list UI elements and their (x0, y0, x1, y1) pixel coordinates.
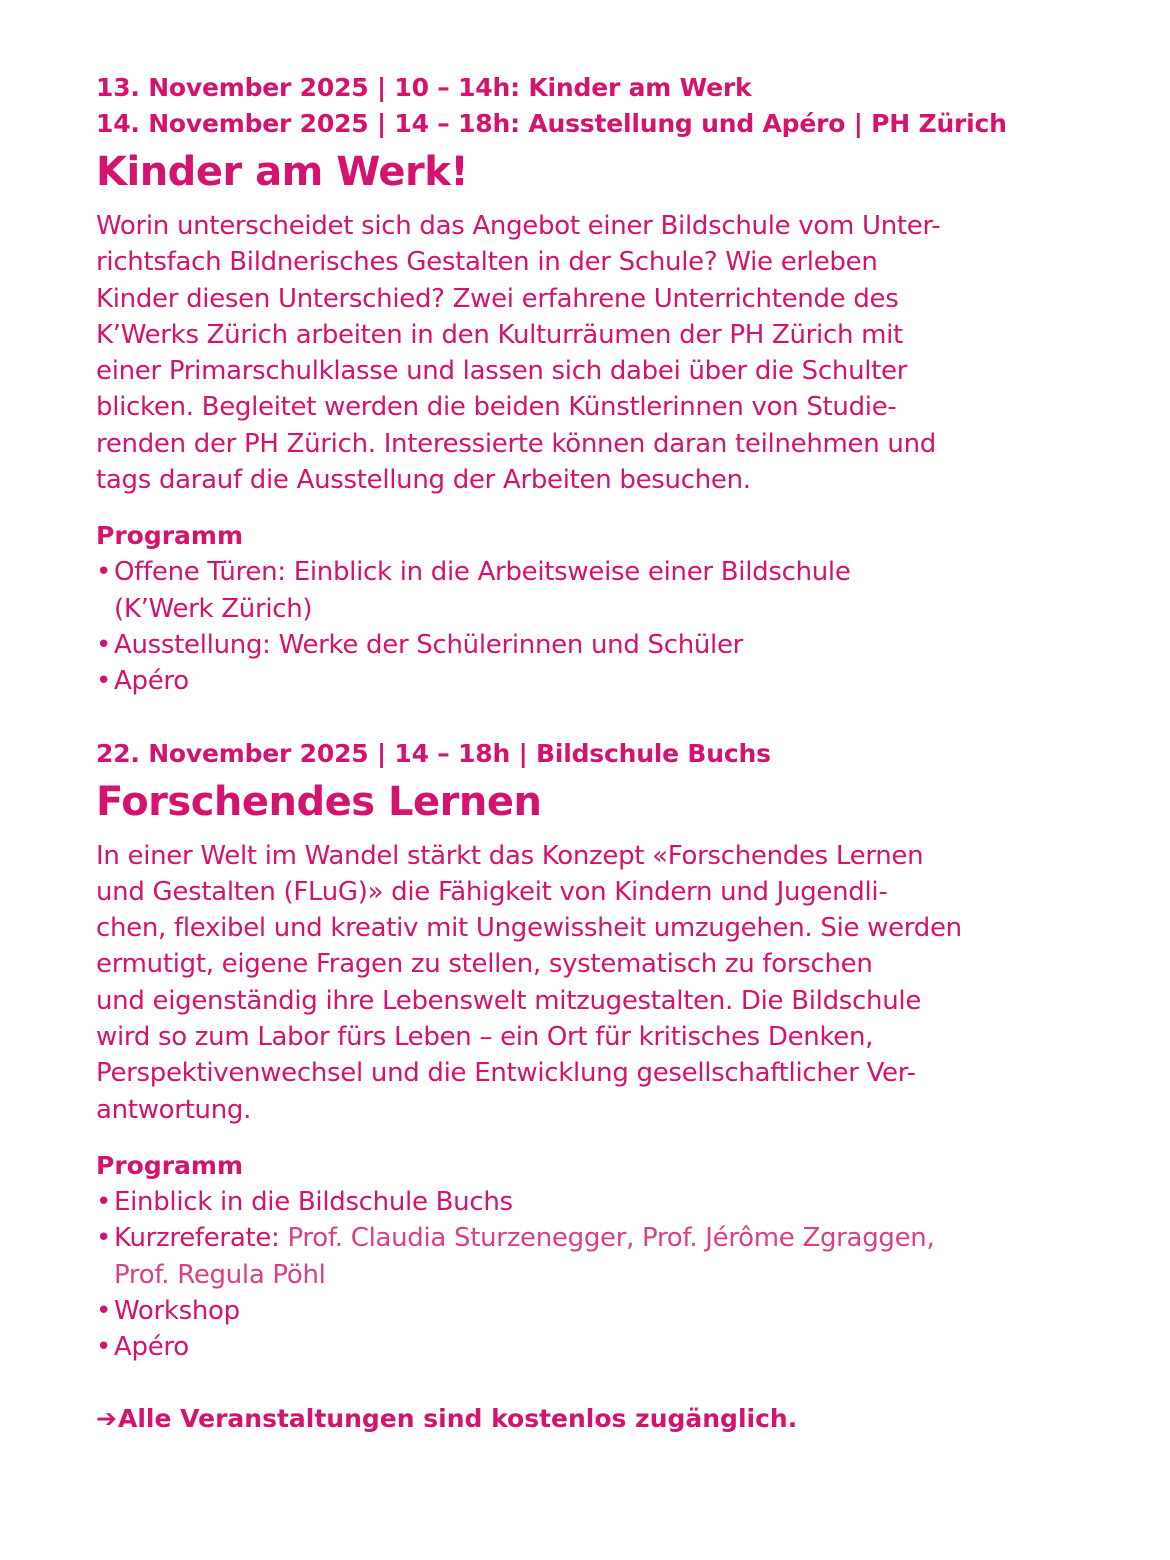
program-item-text: Einblick in die Bildschule Buchs (114, 1186, 513, 1217)
event2-title: Forschendes Lernen (96, 778, 542, 825)
program-item-speakers: Prof. Claudia Sturzenegger, Prof. Jérôme Zgraggen, (279, 1223, 935, 1254)
event1-program-list (96, 554, 1096, 699)
event1-body-line: Worin unterscheidet sich das Angebot einer Bildschule vom Unter- (96, 211, 941, 241)
list-item (96, 554, 1096, 590)
event2-body-line: chen, flexibel und kreativ mit Ungewissheit umzugehen. Sie werden (96, 913, 962, 944)
event2-date-line: 22. November 2025 | 14 – 18h | Bildschule Buchs (96, 738, 771, 768)
footer-note-text: Alle Veranstaltungen sind kostenlos zugänglich. (118, 1404, 798, 1434)
bullet-icon: • (96, 1223, 112, 1254)
event2-body-line: ermutigt, eigene Fragen zu stellen, systematisch zu forschen (96, 949, 873, 980)
list-item (96, 663, 1096, 699)
event2-body-line: In einer Welt im Wandel stärkt das Konzept «Forschendes Lernen (96, 840, 924, 871)
list-item (96, 1184, 1096, 1220)
list-item-continuation: Prof. Regula Pöhl (114, 1259, 326, 1290)
event-forschendes-lernen (96, 736, 1096, 1366)
list-item-continuation: (K’Werk Zürich) (114, 593, 313, 624)
event2-body-line: antwortung. (96, 1094, 252, 1125)
arrow-right-icon: ➔ (96, 1404, 117, 1434)
event1-body-line: blicken. Begleitet werden die beiden Künstlerinnen von Studie- (96, 392, 897, 423)
bullet-icon: • (96, 1295, 112, 1326)
list-item (96, 1220, 1096, 1256)
bullet-icon: • (96, 557, 112, 588)
event1-description (96, 208, 1096, 498)
page-content (96, 70, 1096, 1437)
event2-body-line: wird so zum Labor fürs Leben – ein Ort für kritisches Denken, (96, 1022, 874, 1053)
event2-program-list (96, 1184, 1096, 1365)
section-spacer (96, 700, 1096, 736)
event1-title: Kinder am Werk! (96, 149, 469, 195)
event1-body-line: Kinder diesen Unterschied? Zwei erfahrene Unterrichtende des (96, 283, 899, 314)
event1-body-line: richtsfach Bildnerisches Gestalten in der Schule? Wie erleben (96, 247, 878, 278)
event1-body-line: einer Primarschulklasse und lassen sich dabei über die Schulter (96, 356, 908, 387)
event2-body-line: Perspektivenwechsel und die Entwicklung gesellschaftlicher Ver- (96, 1058, 916, 1089)
event1-body-line: renden der PH Zürich. Interessierte können daran teilnehmen und (96, 428, 936, 459)
event1-date-line-2: 14. November 2025 | 14 – 18h: Ausstellung und Apéro | PH Zürich (96, 109, 1007, 138)
event1-body-line: tags darauf die Ausstellung der Arbeiten besuchen. (96, 465, 751, 496)
event2-program-heading: Programm (96, 1150, 244, 1180)
list-item (96, 1329, 1096, 1365)
list-item (96, 627, 1096, 663)
footer-note (96, 1401, 1096, 1437)
event2-body-line: und Gestalten (FLuG)» die Fähigkeit von Kindern und Jugendli- (96, 876, 888, 907)
program-item-text: Apéro (114, 666, 189, 697)
program-item-text: Apéro (114, 1332, 189, 1363)
event1-program-heading: Programm (96, 521, 244, 551)
event1-body-line: K’Werks Zürich arbeiten in den Kulturräumen der PH Zürich mit (96, 319, 903, 350)
bullet-icon: • (96, 1332, 112, 1363)
event2-body-line: und eigenständig ihre Lebenswelt mitzugestalten. Die Bildschule (96, 985, 922, 1016)
bullet-icon: • (96, 1186, 112, 1217)
event-kinder-am-werk (96, 70, 1096, 700)
bullet-icon: • (96, 666, 112, 697)
event2-description (96, 838, 1096, 1128)
program-item-label: Kurzreferate: (114, 1223, 280, 1254)
list-item (96, 1293, 1096, 1329)
program-item-text: Workshop (114, 1295, 240, 1326)
bullet-icon: • (96, 629, 112, 660)
program-item-text: Offene Türen: Einblick in die Arbeitsweise einer Bildschule (114, 557, 851, 588)
event1-date-line-1: 13. November 2025 | 10 – 14h: Kinder am Werk (96, 73, 752, 102)
program-item-text: Ausstellung: Werke der Schülerinnen und Schüler (114, 629, 744, 660)
